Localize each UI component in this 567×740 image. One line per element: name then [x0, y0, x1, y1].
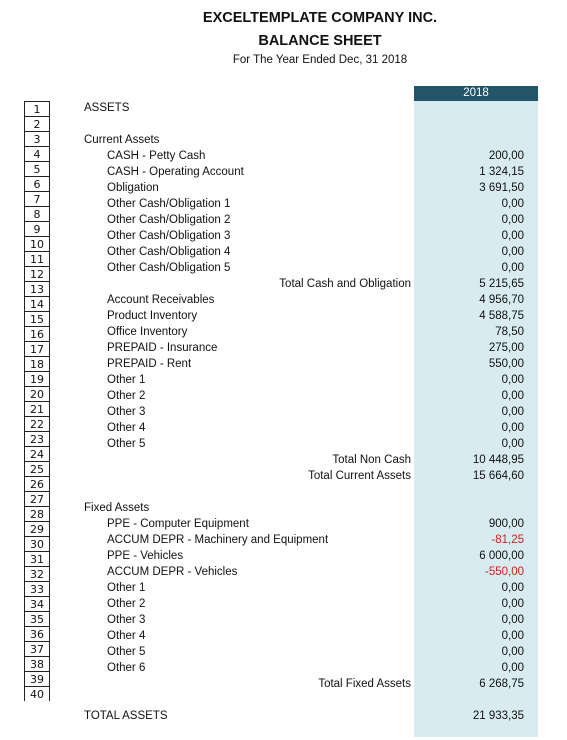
row-number[interactable]: 37 [25, 641, 49, 656]
company-name: EXCELTEMPLATE COMPANY INC. [202, 10, 438, 26]
row-number[interactable]: 5 [25, 161, 49, 176]
section-label: TOTAL ASSETS [84, 710, 168, 722]
row-number[interactable]: 25 [25, 461, 49, 476]
amount-cell: -81,25 [491, 534, 524, 546]
amount-cell: 0,00 [501, 390, 524, 402]
item-label: Other 4 [107, 630, 146, 642]
row-number[interactable]: 31 [25, 551, 49, 566]
row-number[interactable]: 4 [25, 146, 49, 161]
row-number[interactable]: 3 [25, 131, 49, 146]
statement-row [0, 484, 567, 500]
amount-cell: 15 664,60 [472, 470, 524, 482]
year-column-header: 2018 [414, 86, 538, 101]
row-number[interactable]: 17 [25, 341, 49, 356]
statement-row [0, 196, 567, 212]
row-number[interactable]: 12 [25, 266, 49, 281]
item-label: Other 1 [107, 582, 146, 594]
row-number[interactable]: 39 [25, 671, 49, 686]
item-label: Other 2 [107, 390, 146, 402]
item-label: Other 3 [107, 614, 146, 626]
amount-cell: 0,00 [501, 262, 524, 274]
row-number[interactable]: 40 [25, 686, 49, 701]
item-label: PPE - Vehicles [107, 550, 184, 562]
item-label: PPE - Computer Equipment [107, 518, 249, 530]
row-number[interactable]: 36 [25, 626, 49, 641]
row-number[interactable]: 18 [25, 356, 49, 371]
row-number[interactable]: 7 [25, 191, 49, 206]
amount-cell: 5 215,65 [479, 278, 524, 290]
section-label: Fixed Assets [84, 502, 150, 514]
total-label: Total Cash and Obligation [279, 278, 411, 290]
amount-cell: 6 000,00 [479, 550, 524, 562]
statement-row [0, 404, 567, 420]
row-number[interactable]: 27 [25, 491, 49, 506]
item-label: CASH - Operating Account [107, 166, 244, 178]
row-number[interactable]: 21 [25, 401, 49, 416]
statement-row [0, 628, 567, 644]
amount-cell: 0,00 [501, 198, 524, 210]
total-label: Total Fixed Assets [318, 678, 411, 690]
amount-cell: 0,00 [501, 406, 524, 418]
statement-row [0, 532, 567, 548]
amount-cell: 0,00 [501, 438, 524, 450]
statement-row [0, 436, 567, 452]
statement-row [0, 164, 567, 180]
row-number[interactable]: 28 [25, 506, 49, 521]
report-period: For The Year Ended Dec, 31 2018 [232, 54, 408, 66]
statement-row [0, 292, 567, 308]
report-title: BALANCE SHEET [258, 33, 382, 49]
item-label: Other 2 [107, 598, 146, 610]
amount-cell: 21 933,35 [472, 710, 524, 722]
row-number[interactable]: 19 [25, 371, 49, 386]
amount-cell: 0,00 [501, 230, 524, 242]
row-number[interactable]: 2 [25, 116, 49, 131]
item-label: Other Cash/Obligation 2 [107, 214, 231, 226]
item-label: Other 4 [107, 422, 146, 434]
row-number[interactable]: 38 [25, 656, 49, 671]
statement-row [0, 132, 567, 148]
item-label: ACCUM DEPR - Vehicles [107, 566, 238, 578]
amount-cell: 275,00 [488, 342, 524, 354]
amount-cell: 1 324,15 [479, 166, 524, 178]
amount-cell: 550,00 [488, 358, 524, 370]
statement-row [0, 644, 567, 660]
item-label: Other 6 [107, 662, 146, 674]
statement-row [0, 212, 567, 228]
statement-row [0, 452, 567, 468]
row-number[interactable]: 20 [25, 386, 49, 401]
amount-cell: 900,00 [488, 518, 524, 530]
item-label: Other 5 [107, 646, 146, 658]
amount-cell: 0,00 [501, 646, 524, 658]
item-label: Account Receivables [107, 294, 215, 306]
item-label: Other Cash/Obligation 5 [107, 262, 231, 274]
amount-cell: 0,00 [501, 374, 524, 386]
amount-cell: 3 691,50 [479, 182, 524, 194]
section-label: Current Assets [84, 134, 160, 146]
statement-row [0, 340, 567, 356]
statement-row [0, 676, 567, 692]
amount-cell: 0,00 [501, 214, 524, 226]
row-number[interactable]: 30 [25, 536, 49, 551]
row-number[interactable]: 14 [25, 296, 49, 311]
statement-row [0, 708, 567, 724]
item-label: ACCUM DEPR - Machinery and Equipment [107, 534, 329, 546]
amount-cell: 0,00 [501, 422, 524, 434]
row-number[interactable]: 13 [25, 281, 49, 296]
row-number[interactable]: 9 [25, 221, 49, 236]
statement-row [0, 180, 567, 196]
item-label: Other 1 [107, 374, 146, 386]
item-label: Other Cash/Obligation 1 [107, 198, 231, 210]
amount-cell: 0,00 [501, 662, 524, 674]
row-number[interactable]: 34 [25, 596, 49, 611]
amount-cell: 4 588,75 [479, 310, 524, 322]
amount-cell: 0,00 [501, 630, 524, 642]
amount-cell: 200,00 [488, 150, 524, 162]
amount-cell: 10 448,95 [472, 454, 524, 466]
amount-cell: 6 268,75 [479, 678, 524, 690]
statement-row [0, 228, 567, 244]
row-number[interactable]: 15 [25, 311, 49, 326]
section-label: ASSETS [84, 102, 130, 114]
item-label: Other Cash/Obligation 4 [107, 246, 231, 258]
row-number[interactable]: 32 [25, 566, 49, 581]
amount-cell: 78,50 [495, 326, 524, 338]
statement-row [0, 596, 567, 612]
amount-cell: 4 956,70 [479, 294, 524, 306]
item-label: Other Cash/Obligation 3 [107, 230, 231, 242]
statement-row [0, 100, 567, 116]
statement-row [0, 468, 567, 484]
row-number[interactable]: 29 [25, 521, 49, 536]
statement-row [0, 500, 567, 516]
row-number[interactable]: 11 [25, 251, 49, 266]
statement-row [0, 260, 567, 276]
item-label: Office Inventory [107, 326, 188, 338]
row-number[interactable]: 33 [25, 581, 49, 596]
row-number[interactable]: 24 [25, 446, 49, 461]
statement-row [0, 276, 567, 292]
statement-row [0, 548, 567, 564]
amount-cell: 0,00 [501, 614, 524, 626]
total-label: Total Non Cash [332, 454, 411, 466]
statement-row [0, 308, 567, 324]
statement-row [0, 244, 567, 260]
row-number[interactable]: 22 [25, 416, 49, 431]
statement-row [0, 116, 567, 132]
row-number[interactable]: 8 [25, 206, 49, 221]
statement-row [0, 692, 567, 708]
statement-row [0, 724, 567, 740]
item-label: Obligation [107, 182, 159, 194]
item-label: PREPAID - Rent [107, 358, 192, 370]
row-number[interactable]: 1 [25, 101, 49, 116]
item-label: Other 5 [107, 438, 146, 450]
row-number[interactable]: 6 [25, 176, 49, 191]
amount-cell: 0,00 [501, 246, 524, 258]
row-number[interactable]: 26 [25, 476, 49, 491]
item-label: PREPAID - Insurance [107, 342, 218, 354]
statement-row [0, 612, 567, 628]
amount-cell: 0,00 [501, 598, 524, 610]
item-label: Product Inventory [107, 310, 198, 322]
row-number[interactable]: 16 [25, 326, 49, 341]
statement-row [0, 420, 567, 436]
statement-row [0, 388, 567, 404]
amount-cell: 0,00 [501, 582, 524, 594]
item-label: CASH - Petty Cash [107, 150, 206, 162]
statement-row [0, 324, 567, 340]
statement-row [0, 372, 567, 388]
statement-row [0, 148, 567, 164]
statement-row [0, 516, 567, 532]
statement-row [0, 356, 567, 372]
statement-row [0, 660, 567, 676]
row-number[interactable]: 35 [25, 611, 49, 626]
amount-cell: -550,00 [484, 566, 524, 578]
row-number[interactable]: 10 [25, 236, 49, 251]
statement-row [0, 580, 567, 596]
total-label: Total Current Assets [308, 470, 411, 482]
row-number[interactable]: 23 [25, 431, 49, 446]
item-label: Other 3 [107, 406, 146, 418]
statement-row [0, 564, 567, 580]
